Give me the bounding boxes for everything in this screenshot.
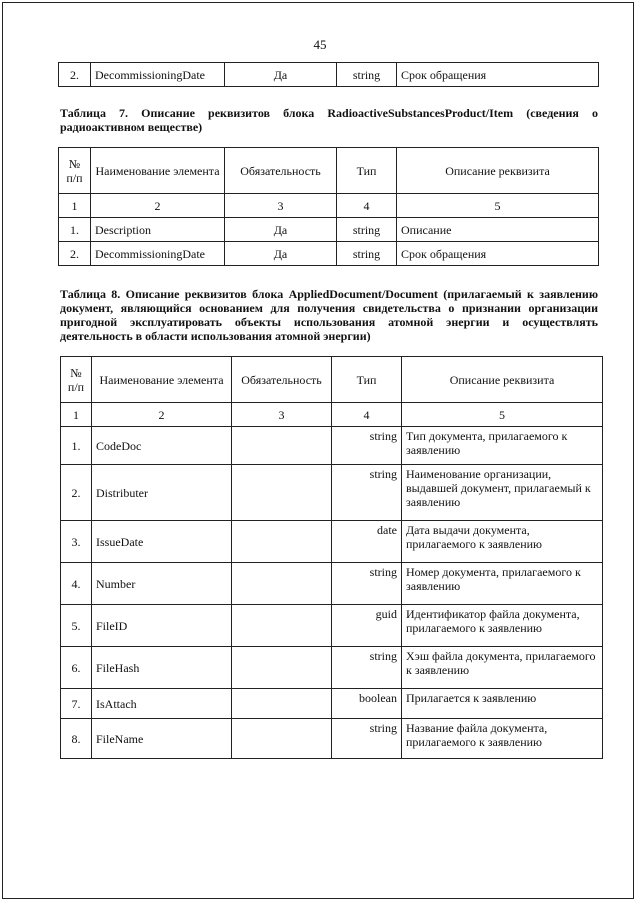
type-value: date xyxy=(332,521,402,563)
table-header-row xyxy=(61,357,603,403)
table-row xyxy=(61,647,603,689)
required-value xyxy=(232,605,332,647)
type-value: string xyxy=(337,218,397,242)
table7-caption: Таблица 7. Описание реквизитов блока RadioactiveSubstancesProduct/Item (сведения о радиоактивном веществе) xyxy=(60,106,598,134)
header-required: Обязательность xyxy=(232,357,332,403)
table-row xyxy=(61,465,603,521)
column-index: 5 xyxy=(397,194,599,218)
type-value: string xyxy=(332,427,402,465)
row-number: 2. xyxy=(61,465,92,521)
table-row xyxy=(61,521,603,563)
required-value xyxy=(232,427,332,465)
element-name: DecommissioningDate xyxy=(91,242,225,266)
row-number: 1. xyxy=(59,218,91,242)
description-value: Тип документа, прилагаемого к заявлению xyxy=(402,427,603,465)
required-value: Да xyxy=(225,218,337,242)
type-value: string xyxy=(337,63,397,87)
page-number: 45 xyxy=(313,37,327,52)
required-value xyxy=(232,465,332,521)
required-value xyxy=(232,647,332,689)
table-row xyxy=(61,427,603,465)
header-name: Наименование элемента xyxy=(91,148,225,194)
required-value: Да xyxy=(225,63,337,87)
table-continuation xyxy=(58,62,599,87)
column-index: 1 xyxy=(59,194,91,218)
header-required: Обязательность xyxy=(225,148,337,194)
required-value xyxy=(232,719,332,759)
element-name: FileHash xyxy=(92,647,232,689)
description-value: Хэш файла документа, прилагаемого к заявлению xyxy=(402,647,603,689)
column-index: 5 xyxy=(402,403,603,427)
description-value: Описание xyxy=(397,218,599,242)
row-number: 3. xyxy=(61,521,92,563)
required-value xyxy=(232,563,332,605)
column-number-row xyxy=(61,403,603,427)
table7 xyxy=(58,147,599,266)
table-header-row xyxy=(59,148,599,194)
row-number: 1. xyxy=(61,427,92,465)
row-number: 4. xyxy=(61,563,92,605)
table-row xyxy=(59,218,599,242)
description-value: Наименование организации, выдавшей документ, прилагаемый к заявлению xyxy=(402,465,603,521)
row-number: 7. xyxy=(61,689,92,719)
column-index: 4 xyxy=(332,403,402,427)
row-number: 2. xyxy=(59,63,91,87)
description-value: Срок обращения xyxy=(397,63,599,87)
table-row xyxy=(59,242,599,266)
description-value: Номер документа, прилагаемого к заявлению xyxy=(402,563,603,605)
type-value: string xyxy=(332,647,402,689)
type-value: guid xyxy=(332,605,402,647)
header-number: № п/п xyxy=(59,148,91,194)
element-name: IssueDate xyxy=(92,521,232,563)
type-value: string xyxy=(332,465,402,521)
table-row xyxy=(61,719,603,759)
row-number: 5. xyxy=(61,605,92,647)
column-index: 3 xyxy=(232,403,332,427)
header-description: Описание реквизита xyxy=(397,148,599,194)
row-number: 6. xyxy=(61,647,92,689)
element-name: Distributer xyxy=(92,465,232,521)
type-value: string xyxy=(337,242,397,266)
type-value: string xyxy=(332,719,402,759)
type-value: boolean xyxy=(332,689,402,719)
required-value: Да xyxy=(225,242,337,266)
table-row xyxy=(61,563,603,605)
type-value: string xyxy=(332,563,402,605)
description-value: Прилагается к заявлению xyxy=(402,689,603,719)
column-index: 2 xyxy=(91,194,225,218)
description-value: Дата выдачи документа, прилагаемого к заявлению xyxy=(402,521,603,563)
table-row xyxy=(61,605,603,647)
table8 xyxy=(60,356,603,759)
required-value xyxy=(232,689,332,719)
header-type: Тип xyxy=(332,357,402,403)
column-index: 1 xyxy=(61,403,92,427)
row-number: 8. xyxy=(61,719,92,759)
element-name: FileName xyxy=(92,719,232,759)
description-value: Идентификатор файла документа, прилагаемого к заявлению xyxy=(402,605,603,647)
row-number: 2. xyxy=(59,242,91,266)
description-value: Срок обращения xyxy=(397,242,599,266)
element-name: Description xyxy=(91,218,225,242)
table-row xyxy=(59,63,599,87)
element-name: FileID xyxy=(92,605,232,647)
required-value xyxy=(232,521,332,563)
element-name: Number xyxy=(92,563,232,605)
header-description: Описание реквизита xyxy=(402,357,603,403)
column-number-row xyxy=(59,194,599,218)
header-number: № п/п xyxy=(61,357,92,403)
element-name: IsAttach xyxy=(92,689,232,719)
element-name: DecommissioningDate xyxy=(91,63,225,87)
column-index: 3 xyxy=(225,194,337,218)
element-name: CodeDoc xyxy=(92,427,232,465)
table8-caption: Таблица 8. Описание реквизитов блока AppliedDocument/Document (прилагаемый к заявлению документ, являющийся основанием для получения свидетельства о признании организации пригодной эксплуатировать объекты использования атомной энергии и осуществлять деятельность в области использования атомной энергии) xyxy=(60,287,598,343)
column-index: 4 xyxy=(337,194,397,218)
description-value: Название файла документа, прилагаемого к заявлению xyxy=(402,719,603,759)
header-type: Тип xyxy=(337,148,397,194)
column-index: 2 xyxy=(92,403,232,427)
header-name: Наименование элемента xyxy=(92,357,232,403)
table-row xyxy=(61,689,603,719)
